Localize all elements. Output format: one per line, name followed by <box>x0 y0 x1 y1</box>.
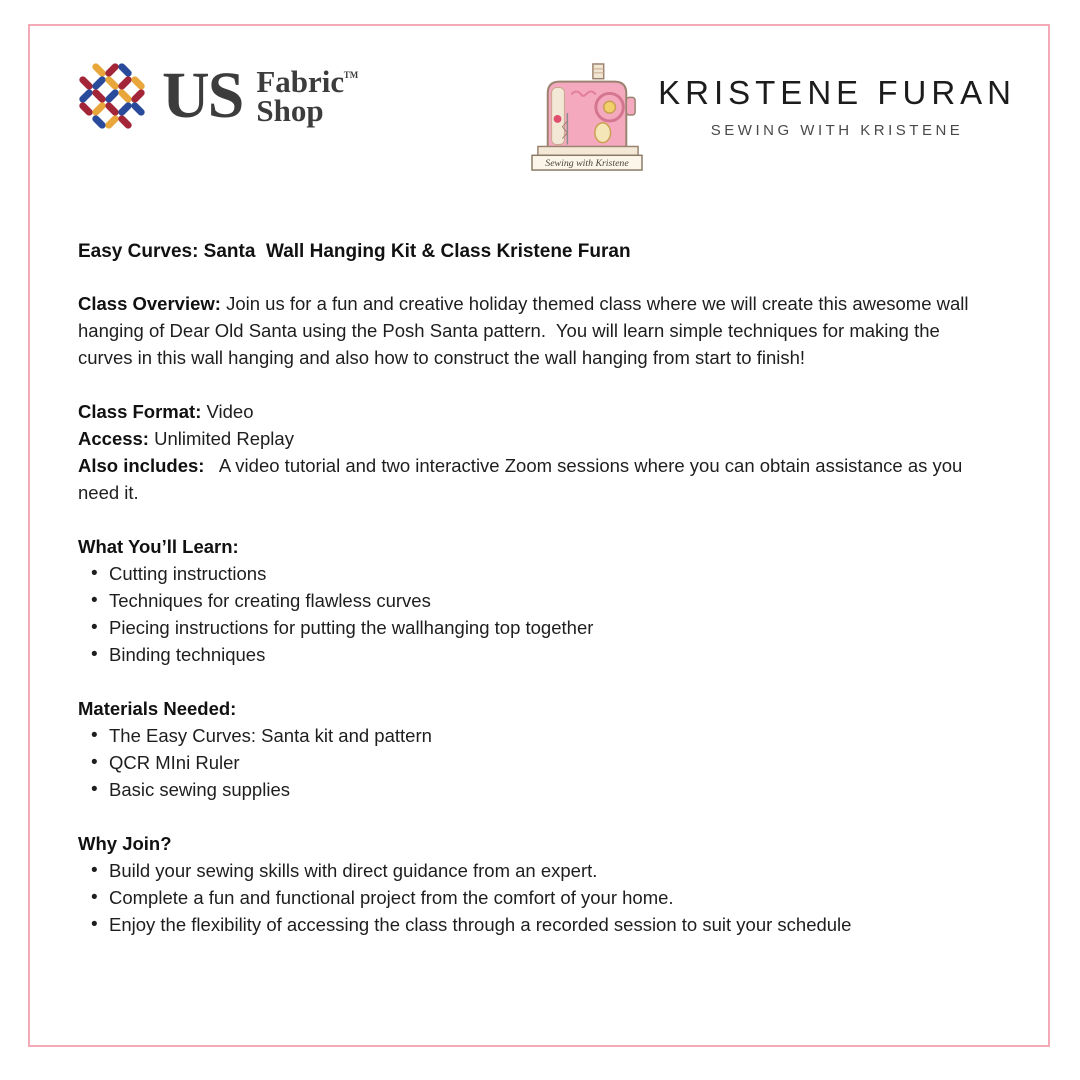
list-item: • Cutting instructions <box>78 560 988 587</box>
also-includes-row <box>78 452 988 506</box>
list-item: • Complete a fun and functional project from the comfort of your home. <box>78 884 988 911</box>
sewing-with-kristene-tagline: SEWING WITH KRISTENE <box>710 122 964 139</box>
list-item: • Binding techniques <box>78 641 988 668</box>
page-title: Easy Curves: Santa Wall Hanging Kit & Class Kristene Furan <box>78 241 631 262</box>
shop-word: Shop <box>256 93 324 128</box>
class-format-value: Video <box>201 401 254 422</box>
machine-banner-text: Sewing with Kristene <box>545 158 629 170</box>
class-format-label: Class Format: <box>78 401 202 422</box>
us-fabric-shop-logo <box>76 60 358 132</box>
sewing-machine-icon <box>528 62 646 172</box>
flyer-card <box>28 24 1050 1047</box>
why-join-heading: Why Join? <box>78 833 172 854</box>
kristene-furan-logo <box>528 60 1016 177</box>
list-item: • Techniques for creating flawless curves <box>78 587 988 614</box>
list-item: • QCR MIni Ruler <box>78 749 988 776</box>
class-overview-label: Class Overview: <box>78 293 221 314</box>
why-join-list <box>78 857 988 938</box>
class-overview-paragraph <box>78 290 988 371</box>
flyer-body <box>30 241 1048 938</box>
weave-icon <box>76 60 148 132</box>
us-wordmark: US <box>162 59 243 132</box>
class-format-row <box>78 398 988 425</box>
fabric-shop-wordmark <box>256 64 359 128</box>
list-item: • The Easy Curves: Santa kit and pattern <box>78 722 988 749</box>
list-item: • Piecing instructions for putting the wallhanging top together <box>78 614 988 641</box>
kristene-furan-name: KRISTENE FURAN <box>658 74 1016 111</box>
list-item: • Basic sewing supplies <box>78 776 988 803</box>
materials-needed-heading: Materials Needed: <box>78 698 237 719</box>
what-youll-learn-heading: What You’ll Learn: <box>78 536 239 557</box>
access-value: Unlimited Replay <box>148 428 294 449</box>
list-item: • Build your sewing skills with direct guidance from an expert. <box>78 857 988 884</box>
trademark-symbol: TM <box>343 70 359 80</box>
header <box>30 26 1048 177</box>
also-includes-label: Also includes: <box>78 455 205 476</box>
access-row <box>78 425 988 452</box>
materials-needed-list <box>78 722 988 803</box>
access-label: Access: <box>78 428 149 449</box>
class-details <box>78 398 988 506</box>
also-includes-value: A video tutorial and two interactive Zoom sessions where you can obtain assistance as you need it. <box>78 455 968 503</box>
fabric-word: Fabric <box>256 64 345 99</box>
list-item: • Enjoy the flexibility of accessing the class through a recorded session to suit your schedule <box>78 911 988 938</box>
what-youll-learn-list <box>78 560 988 668</box>
class-overview-text: Join us for a fun and creative holiday themed class where we will create this awesome wall hanging of Dear Old Santa using the Posh Santa pattern. You will learn simple techniques for making the curves in this wall hanging and also how to construct the wall hanging from start to finish! <box>78 293 974 368</box>
